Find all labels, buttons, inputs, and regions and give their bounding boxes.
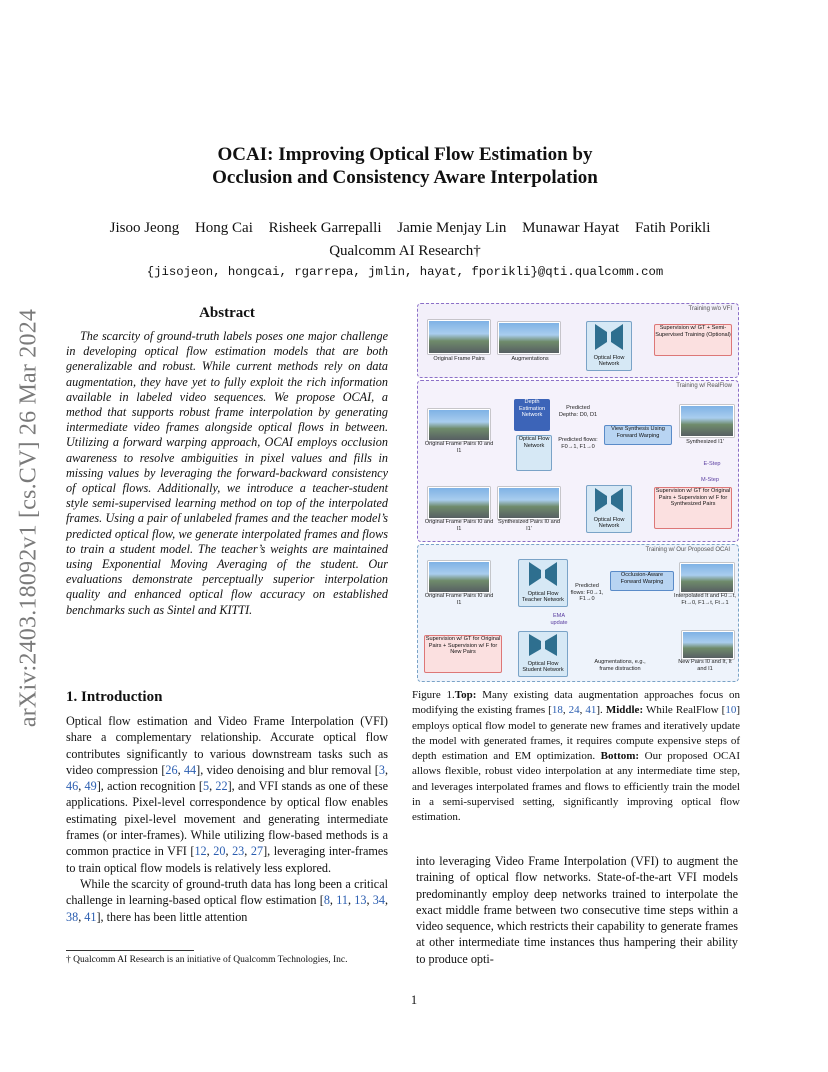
author: Jamie Menjay Lin — [397, 220, 507, 236]
panel-training-realflow: Training w/ RealFlow Original Frame Pairs I0 and I1 Depth Estimation Network Optical Flow Network Predicted Depths: D0, D1 Predicted flows: F0→1, F1→0 View Synthesis Using Forward Warping Synthesized I1' E-Step M-Step Original Frame Pairs I0 and I1 Synthesized Pairs I0 and I1' Optical Flow Network Supervision w/ GT for Original Pairs + Supervision w/ F for Synthesized Pairs — [417, 380, 739, 542]
m-step-label: M-Step — [700, 477, 720, 483]
panel-title: Training w/o VFI — [688, 306, 732, 312]
view-synthesis-box: View Synthesis Using Forward Warping — [604, 425, 672, 445]
paper-title: OCAI: Improving Optical Flow Estimation by Occlusion and Consistency Aware Interpolation — [212, 144, 598, 188]
page-number: 1 — [410, 993, 418, 1007]
citation-link[interactable]: 41 — [84, 909, 97, 924]
author-list — [60, 220, 760, 237]
citation-link[interactable]: 24 — [568, 704, 580, 717]
abstract-heading: Abstract — [199, 305, 255, 321]
synthesized-image — [498, 487, 560, 519]
citation-link[interactable]: 38 — [66, 909, 79, 924]
affiliation: Qualcomm AI Research† — [329, 243, 481, 259]
citation-link[interactable]: 49 — [84, 779, 97, 794]
figure-1-diagram — [417, 303, 739, 681]
citation-link[interactable]: 46 — [66, 779, 79, 794]
supervision-box: Supervision w/ GT for Original Pairs + Supervision w/ F for New Pairs — [424, 635, 502, 673]
arxiv-sidebar-stamp: arXiv:2403.18092v1 [cs.CV] 26 Mar 2024 — [15, 308, 42, 728]
author: Munawar Hayat — [522, 220, 620, 236]
citation-link[interactable]: 34 — [372, 893, 385, 908]
frame-image — [428, 561, 490, 593]
author: Hong Cai — [194, 220, 253, 236]
figure-1-caption: Figure 1.Top: Many existing data augmentation approaches focus on modifying the existing frames [18, 24, 41]. Middle: While RealFlow [10] employs optical flow model to generate new frames and iteratively update the model with generated frames, it requires compute expensive steps of depth estimation and EM optimization. Bottom: Our proposed OCAI allows flexible, robust video interpolation at any intermediate time step, and leverages interpolated frames and flows to efficiently train the model in a semi-supervised setting, significantly improving optical flow estimation. — [412, 689, 740, 824]
author: Risheek Garrepalli — [268, 220, 382, 236]
intro-text — [66, 713, 388, 925]
citation-link[interactable]: 23 — [232, 844, 245, 859]
new-pairs-image — [682, 631, 734, 659]
intro-text-continued: into leveraging Video Frame Interpolation (VFI) to augment the training of optical flow networks. State-of-the-art VFI models predominantly employ deep networks trained to interpolate the exact middle frame between two consecutive time steps within a video sequence, which restricts their capability to generate frames at other intermediate time instances thus hampering their ability to produce opti- — [416, 854, 738, 966]
abstract-text: The scarcity of ground-truth labels poses one major challenge in developing optical flow estimation models that are both generalizable and robust. While current methods rely on data augmentation, they have yet to fully exploit the rich information available in labeled video sequences. We propose OCAI, a method that supports robust frame interpolation by generating intermediate video frames alongside optical flows in between. Utilizing a forward warping approach, OCAI employs occlusion awareness to resolve ambiguities in pixel values and fills in missing values by leveraging the forward-backward consistency of optical flows. Additionally, we introduce a teacher-student style semi-supervised learning method on top of the interpolated frames. Using a pair of unlabeled frames and the teacher model’s predicted optical flow, we generate interpolated frames and flows to train a student model. The teacher’s weights are maintained using Exponential Moving Averaging of the student. Our evaluations demonstrate perceptually superior interpolation quality and enhanced optical flow accuracy on established benchmarks such as Sintel and KITTI. — [66, 329, 388, 617]
paragraph: Optical flow estimation and Video Frame Interpolation (VFI) share a complementary relationship. Accurate optical flow contributes significantly to various downstream tasks such as video compression [26, 44], video denoising and blur removal [3, 46, 49], action recognition [5, 22], and VFI stands as one of these applications. Pixel-level correspondence by optical flow enables estimating pixel-level movement and generating intermediate frames (or inter-frames). While utilizing flow-based methods is a common practice in VFI [12, 20, 23, 27], leveraging inter-frames to train optical flow models is relatively less explored. — [66, 714, 389, 875]
citation-link[interactable]: 26 — [165, 762, 178, 777]
citation-link[interactable]: 12 — [194, 844, 207, 859]
ema-update-label: EMA update — [550, 613, 568, 626]
optical-flow-network-block: Optical Flow Network — [586, 321, 632, 371]
footnote-rule — [66, 950, 194, 951]
citation-link[interactable]: 20 — [213, 844, 226, 859]
citation-link[interactable]: 8 — [323, 893, 330, 908]
optical-flow-network-block: Optical Flow Network — [586, 485, 632, 533]
interpolated-image — [680, 563, 734, 593]
frame-image — [428, 320, 490, 354]
depth-estimation-network: Depth Estimation Network — [514, 399, 550, 431]
citation-link[interactable]: 18 — [551, 704, 563, 717]
citation-link[interactable]: 41 — [585, 704, 597, 717]
network-hourglass-icon — [587, 322, 631, 352]
occlusion-aware-warping-box: Occlusion-Aware Forward Warping — [610, 571, 674, 591]
citation-link[interactable]: 27 — [250, 844, 264, 859]
citation-link[interactable]: 13 — [354, 893, 367, 908]
author: Jisoo Jeong — [109, 220, 180, 236]
augmented-image — [498, 322, 560, 354]
e-step-label: E-Step — [703, 461, 721, 467]
citation-link[interactable]: 10 — [725, 704, 737, 717]
citation-link[interactable]: 22 — [215, 779, 228, 794]
supervision-box: Supervision w/ GT + Semi-Supervised Training (Optional) — [654, 324, 732, 356]
citation-link[interactable]: 11 — [336, 893, 348, 908]
supervision-box: Supervision w/ GT for Original Pairs + Supervision w/ F for Synthesized Pairs — [654, 487, 732, 529]
teacher-network-block: Optical Flow Teacher Network — [518, 559, 568, 607]
synthesized-image — [680, 405, 734, 437]
citation-link[interactable]: 3 — [378, 762, 385, 777]
panel-training-ocai: Training w/ Our Proposed OCAI Original Frame Pairs I0 and I1 Optical Flow Teacher Network Predicted flows: F0→1, F1→0 Occlusion-Aware Forward Warping Interpolated It and F0→t, Ft→0, F1→t, Ft→1 EMA update Supervision w/ GT for Original Pairs + Supervision w/ F for New Pairs Optical Flow Student Network Augmentations, e.g., frame distraction New Pairs I0 and It, It and I1 — [417, 544, 739, 682]
panel-training-without-vfi: Training w/o VFI Original Frame Pairs Augmentations Optical Flow Network Supervision w/ GT + Semi-Supervised Training (Optional) — [417, 303, 739, 378]
author-emails: {jisojeon, hongcai, rgarrepa, jmlin, hayat, fporikli}@qti.qualcomm.com — [146, 265, 664, 279]
frame-image — [428, 409, 490, 441]
student-network-block: Optical Flow Student Network — [518, 631, 568, 677]
network-hourglass-icon — [519, 632, 567, 658]
section-heading-introduction: 1. Introduction — [66, 689, 163, 705]
network-hourglass-icon — [587, 486, 631, 514]
author: Fatih Porikli — [634, 220, 711, 236]
citation-link[interactable]: 44 — [183, 762, 197, 777]
footnote: † Qualcomm AI Research is an initiative of Qualcomm Technologies, Inc. — [66, 955, 348, 965]
optical-flow-network-block: Optical Flow Network — [516, 435, 552, 471]
paragraph: While the scarcity of ground-truth data has long been a critical challenge in learning-based optical flow estimation [8, 11, 13, 34, 38, 41], there has been little attention — [66, 876, 389, 924]
citation-link[interactable]: 5 — [202, 779, 210, 794]
frame-image — [428, 487, 490, 519]
network-hourglass-icon — [519, 560, 567, 588]
